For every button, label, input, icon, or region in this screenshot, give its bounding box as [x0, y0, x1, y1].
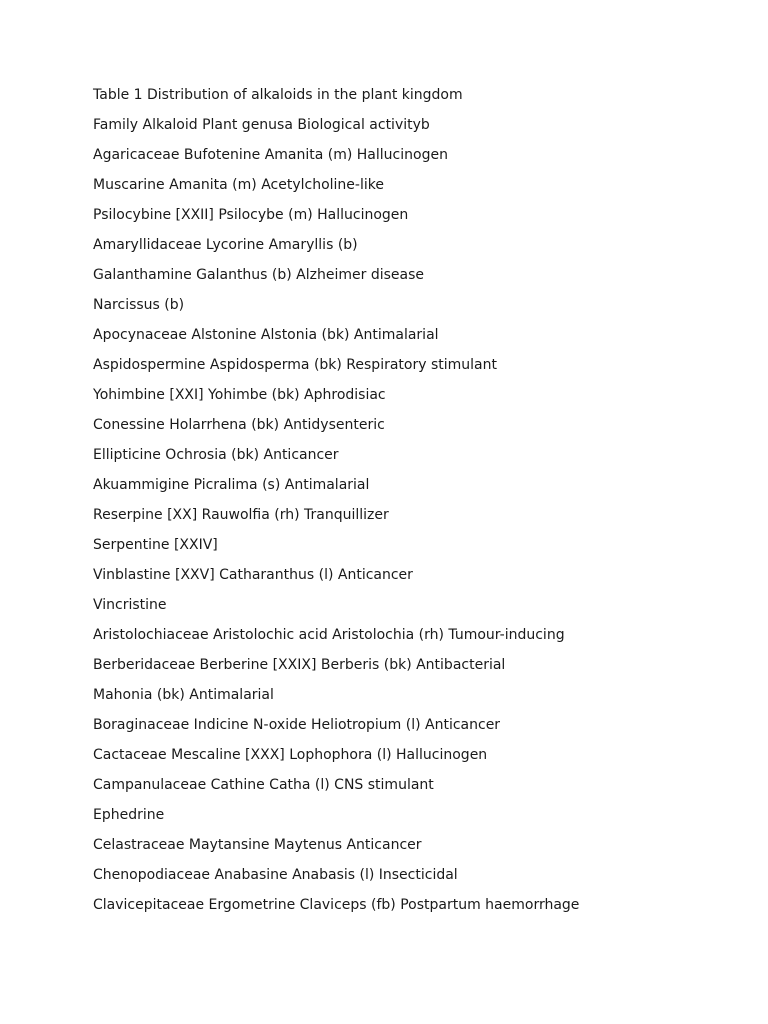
text-line: Cactaceae Mescaline [XXX] Lophophora (l) Hallucinogen [93, 747, 488, 763]
text-line: Ephedrine [93, 807, 165, 823]
text-line: Mahonia (bk) Antimalarial [93, 687, 274, 703]
text-line: Muscarine Amanita (m) Acetylcholine-like [93, 177, 384, 193]
text-line: Aspidospermine Aspidosperma (bk) Respiratory stimulant [93, 357, 497, 373]
text-line: Chenopodiaceae Anabasine Anabasis (l) Insecticidal [93, 867, 458, 883]
text-line: Amaryllidaceae Lycorine Amaryllis (b) [93, 237, 358, 253]
text-line: Boraginaceae Indicine N-oxide Heliotropium (l) Anticancer [93, 717, 501, 733]
text-line: Agaricaceae Bufotenine Amanita (m) Hallucinogen [93, 147, 448, 163]
text-line: Conessine Holarrhena (bk) Antidysenteric [93, 417, 385, 433]
text-line: Narcissus (b) [93, 297, 185, 313]
text-line: Celastraceae Maytansine Maytenus Anticancer [93, 837, 422, 853]
text-line: Yohimbine [XXI] Yohimbe (bk) Aphrodisiac [93, 387, 386, 403]
text-line: Clavicepitaceae Ergometrine Claviceps (fb) Postpartum haemorrhage [93, 897, 580, 913]
text-line: Vincristine [93, 597, 167, 613]
table-header: Family Alkaloid Plant genusa Biological activityb [93, 117, 430, 133]
text-line: Berberidaceae Berberine [XXIX] Berberis (bk) Antibacterial [93, 657, 506, 673]
text-line: Reserpine [XX] Rauwolfia (rh) Tranquillizer [93, 507, 389, 523]
text-line: Serpentine [XXIV] [93, 537, 218, 553]
text-line: Campanulaceae Cathine Catha (l) CNS stimulant [93, 777, 434, 793]
text-line: Galanthamine Galanthus (b) Alzheimer disease [93, 267, 425, 283]
table-caption: Table 1 Distribution of alkaloids in the plant kingdom [93, 87, 463, 103]
text-line: Akuammigine Picralima (s) Antimalarial [93, 477, 370, 493]
text-line: Apocynaceae Alstonine Alstonia (bk) Antimalarial [93, 327, 439, 343]
text-line: Vinblastine [XXV] Catharanthus (l) Anticancer [93, 567, 413, 583]
text-line: Psilocybine [XXII] Psilocybe (m) Hallucinogen [93, 207, 409, 223]
document-text [93, 85, 733, 925]
text-line: Ellipticine Ochrosia (bk) Anticancer [93, 447, 339, 463]
text-line: Aristolochiaceae Aristolochic acid Aristolochia (rh) Tumour-inducing [93, 627, 565, 643]
